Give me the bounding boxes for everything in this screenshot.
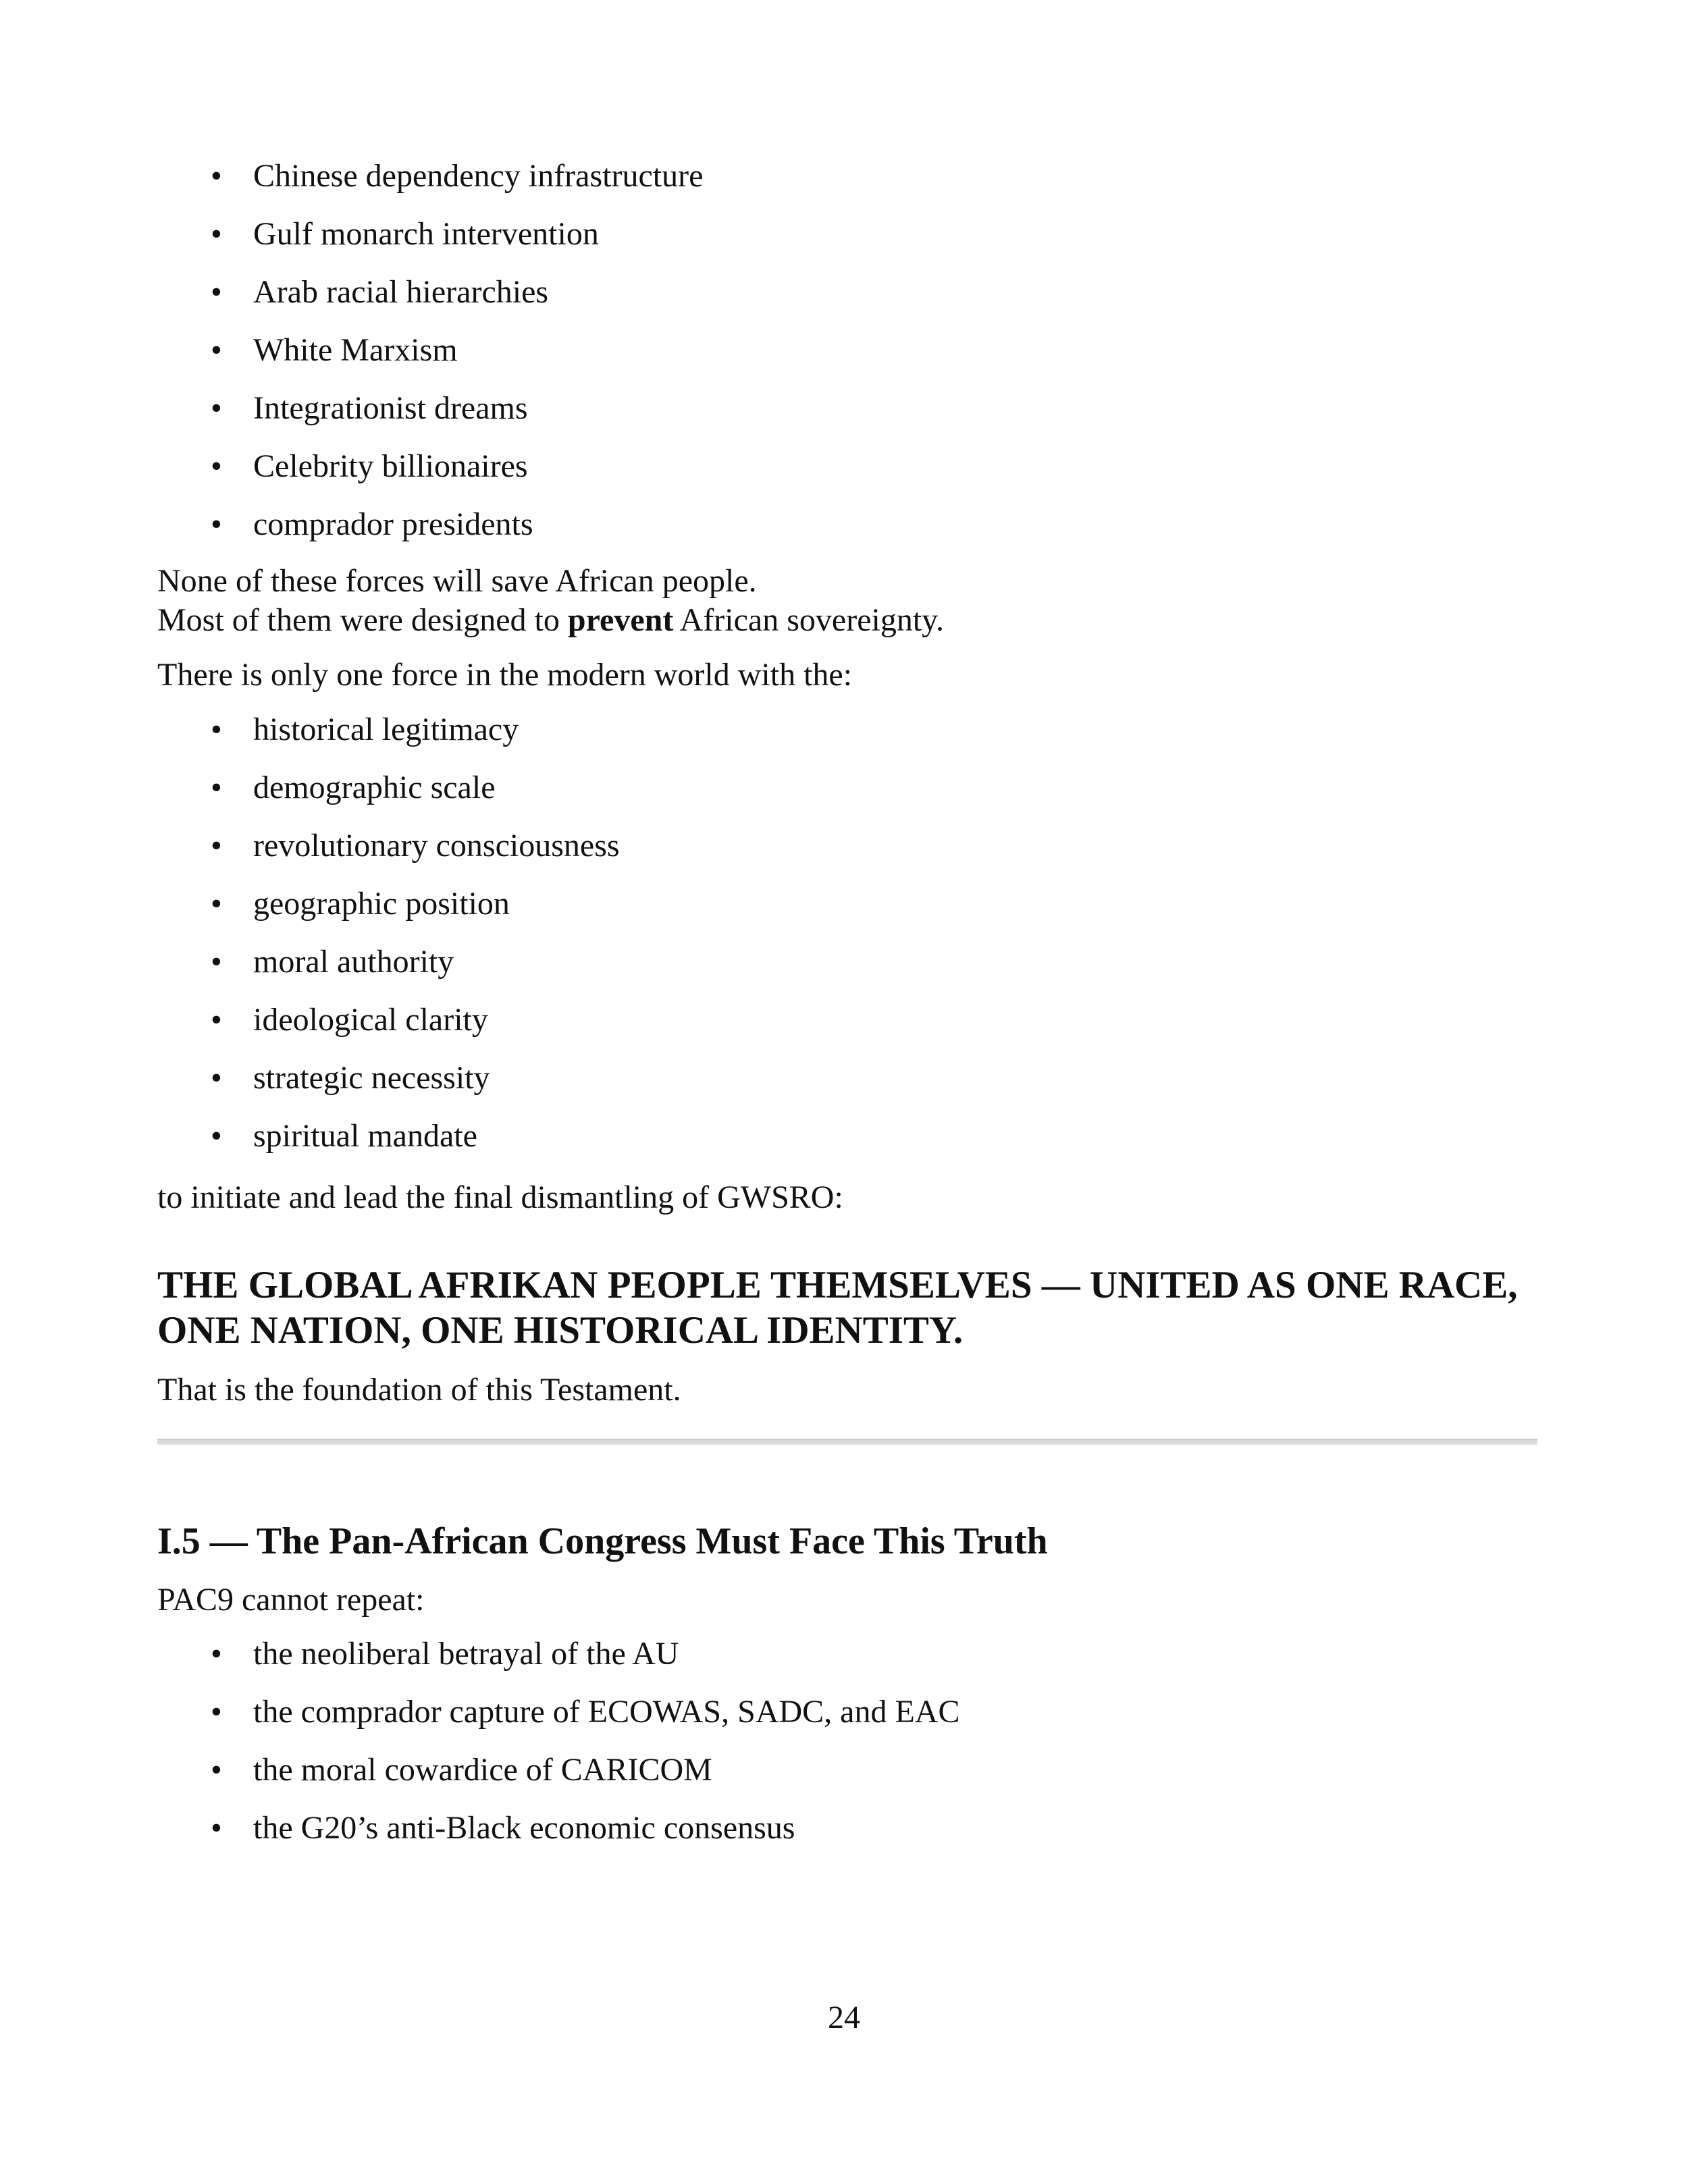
list-item-text: Integrationist dreams bbox=[253, 390, 528, 426]
paragraph-none-save: None of these forces will save African people. bbox=[157, 563, 757, 599]
section-heading: I.5 — The Pan-African Congress Must Face This Truth bbox=[157, 1520, 1048, 1562]
list-item bbox=[0, 506, 703, 564]
list-item-text: historical legitimacy bbox=[253, 712, 519, 747]
list-item-text: the comprador capture of ECOWAS, SADC, and EAC bbox=[253, 1694, 960, 1730]
list-item bbox=[0, 448, 703, 506]
list-item bbox=[0, 769, 620, 827]
list-item bbox=[0, 1635, 959, 1693]
bullet-icon: • bbox=[211, 1118, 222, 1154]
list-item-text: Gulf monarch intervention bbox=[253, 216, 599, 252]
bullet-list-forces bbox=[0, 157, 703, 564]
bullet-icon: • bbox=[211, 1060, 222, 1096]
paragraph-text: Most of them were designed to bbox=[157, 602, 568, 638]
list-item-text: Arab racial hierarchies bbox=[253, 274, 549, 310]
paragraph-text: African sovereignty. bbox=[673, 602, 945, 638]
bullet-icon: • bbox=[211, 944, 222, 980]
bullet-icon: • bbox=[211, 1810, 222, 1846]
list-item bbox=[0, 1809, 959, 1867]
list-item-text: White Marxism bbox=[253, 332, 458, 368]
page-number: 24 bbox=[828, 2000, 860, 2035]
list-item bbox=[0, 331, 703, 390]
list-item-text: revolutionary consciousness bbox=[253, 828, 620, 863]
list-item-text: geographic position bbox=[253, 886, 510, 922]
list-item bbox=[0, 273, 703, 331]
bullet-icon: • bbox=[211, 448, 222, 484]
paragraph-designed-to-prevent bbox=[157, 601, 944, 640]
horizontal-rule bbox=[157, 1439, 1537, 1445]
list-item-text: Celebrity billionaires bbox=[253, 448, 528, 484]
list-item-text: Chinese dependency infrastructure bbox=[253, 158, 704, 194]
list-item bbox=[0, 885, 620, 943]
bullet-icon: • bbox=[211, 1002, 222, 1038]
list-item bbox=[0, 1059, 620, 1117]
bullet-icon: • bbox=[211, 1694, 222, 1730]
list-item bbox=[0, 1001, 620, 1059]
list-item-text: moral authority bbox=[253, 944, 454, 980]
bullet-icon: • bbox=[211, 506, 222, 542]
bullet-icon: • bbox=[211, 332, 222, 368]
emphasis-word: prevent bbox=[567, 602, 674, 638]
bullet-icon: • bbox=[211, 712, 222, 747]
list-item-text: demographic scale bbox=[253, 770, 496, 805]
paragraph-foundation: That is the foundation of this Testament. bbox=[157, 1372, 681, 1408]
paragraph-initiate: to initiate and lead the final dismantling of GWSRO: bbox=[157, 1179, 843, 1215]
list-item bbox=[0, 157, 703, 215]
list-item-text: the neoliberal betrayal of the AU bbox=[253, 1636, 679, 1672]
paragraph-pac9: PAC9 cannot repeat: bbox=[157, 1582, 425, 1618]
bullet-icon: • bbox=[211, 770, 222, 805]
list-item-text: the moral cowardice of CARICOM bbox=[253, 1752, 712, 1788]
list-item bbox=[0, 1751, 959, 1809]
bullet-icon: • bbox=[211, 216, 222, 252]
bullet-icon: • bbox=[211, 1752, 222, 1788]
bullet-icon: • bbox=[211, 158, 222, 194]
bullet-icon: • bbox=[211, 828, 222, 863]
list-item bbox=[0, 215, 703, 273]
list-item-text: ideological clarity bbox=[253, 1002, 488, 1038]
list-item bbox=[0, 943, 620, 1001]
bullet-icon: • bbox=[211, 390, 222, 426]
bullet-icon: • bbox=[211, 274, 222, 310]
list-item-text: spiritual mandate bbox=[253, 1118, 477, 1154]
list-item bbox=[0, 711, 620, 769]
bullet-list-qualities bbox=[0, 711, 620, 1175]
list-item-text: comprador presidents bbox=[253, 506, 533, 542]
list-item bbox=[0, 1117, 620, 1175]
bold-statement: THE GLOBAL AFRIKAN PEOPLE THEMSELVES — UNITED AS ONE RACE, ONE NATION, ONE HISTORICAL IDENTITY. bbox=[157, 1264, 1518, 1352]
list-item-text: strategic necessity bbox=[253, 1060, 490, 1096]
list-item-text: the G20’s anti-Black economic consensus bbox=[253, 1810, 795, 1846]
bullet-icon: • bbox=[211, 886, 222, 922]
list-item bbox=[0, 827, 620, 885]
list-item bbox=[0, 390, 703, 448]
paragraph-only-one-force: There is only one force in the modern world with the: bbox=[157, 657, 853, 693]
list-item bbox=[0, 1693, 959, 1751]
bullet-list-repeat bbox=[0, 1635, 959, 1867]
bullet-icon: • bbox=[211, 1636, 222, 1672]
